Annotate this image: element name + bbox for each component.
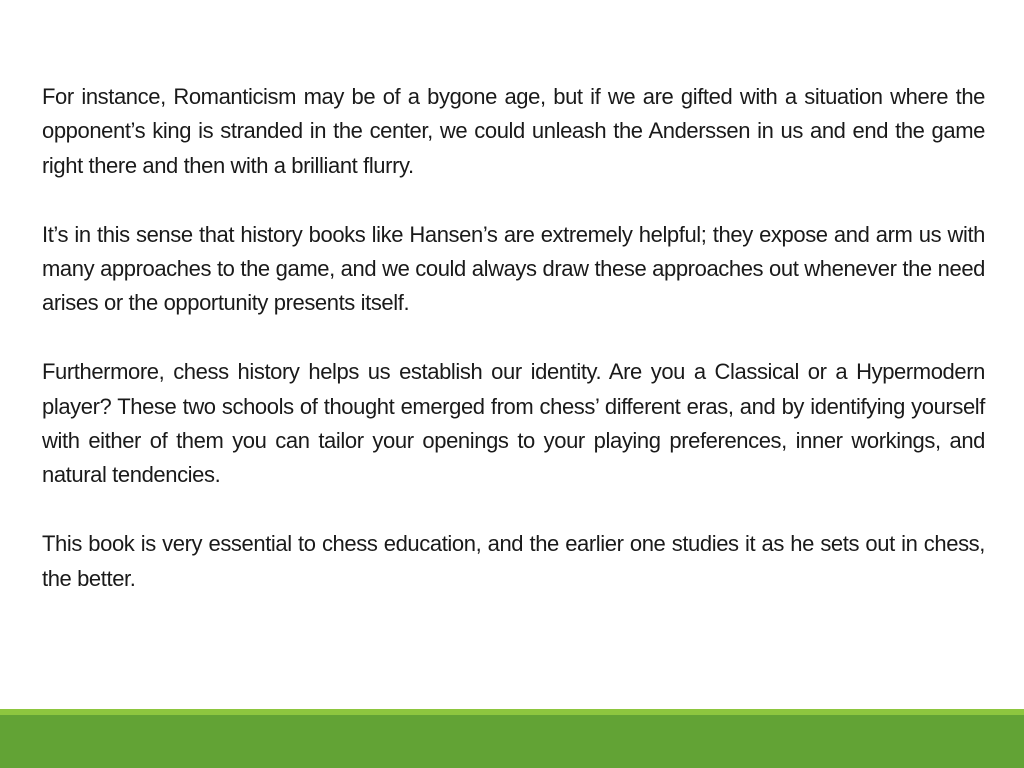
paragraph-conclusion: This book is very essential to chess education, and the earlier one studies it as he sets out in chess, the better. — [42, 531, 985, 591]
paragraph-identity: Furthermore, chess history helps us establish our identity. Are you a Classical or a Hypermodern player? These two schools of thought emerged from chess’ different eras, and by identifying yourself with either of them you can tailor your openings to your playing preferences, inner workings, and natural tendencies. — [42, 359, 985, 488]
footer-bar — [0, 715, 1024, 768]
slide-body — [42, 80, 985, 596]
paragraph-history-books: It’s in this sense that history books like Hansen’s are extremely helpful; they expose and arm us with many approaches to the game, and we could always draw these approaches out whenever the need arises or the opportunity presents itself. — [42, 221, 985, 316]
paragraph-romanticism: For instance, Romanticism may be of a bygone age, but if we are gifted with a situation where the opponent’s king is stranded in the center, we could unleash the Anderssen in us and end the game right there and then with a brilliant flurry. — [42, 84, 985, 178]
